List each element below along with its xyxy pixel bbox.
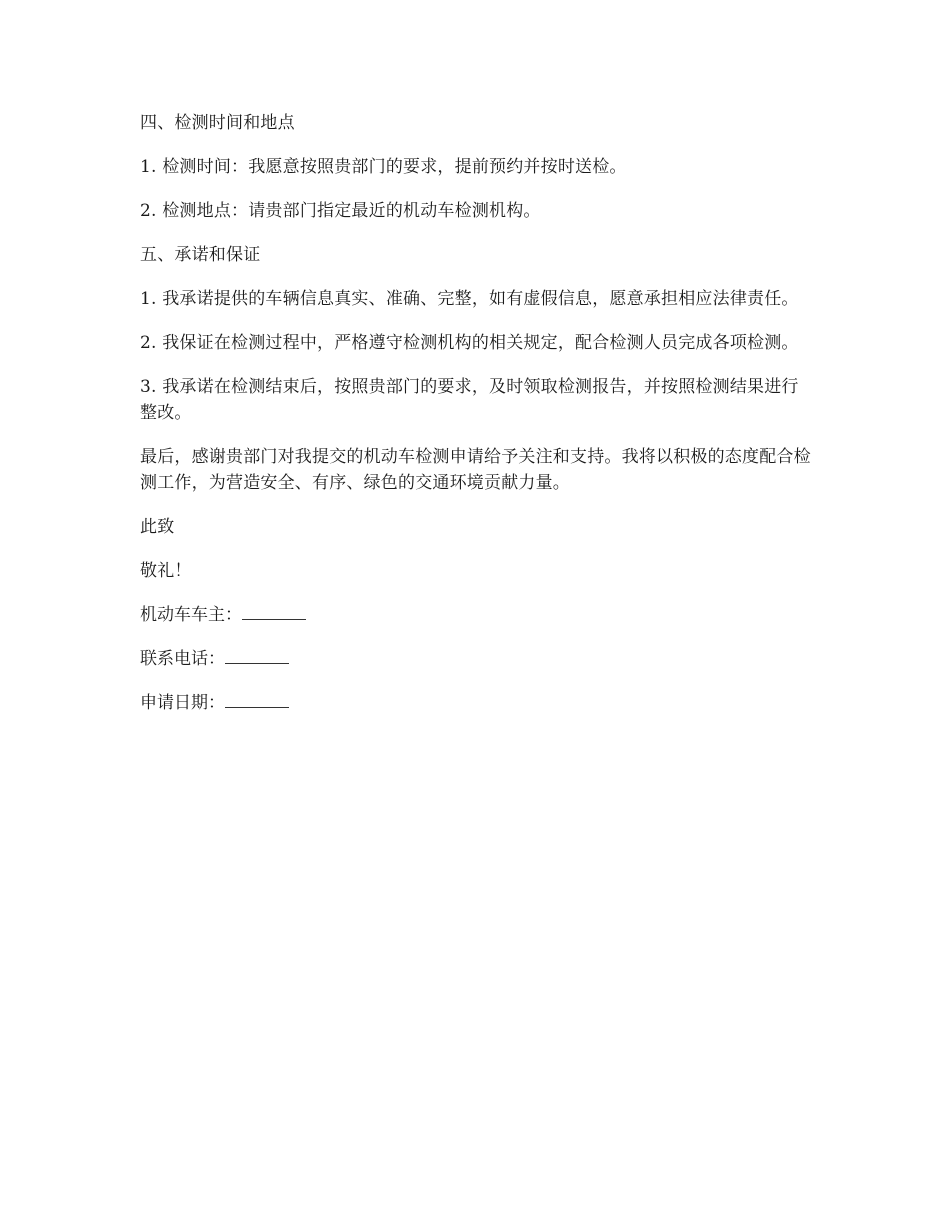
salutation-cizhi: 此致 xyxy=(140,517,175,537)
phone-signature-line xyxy=(140,646,815,672)
promise-item-2: 2. 我保证在检测过程中，严格遵守检测机构的相关规定，配合检测人员完成各项检测。 xyxy=(140,333,799,353)
date-signature-line xyxy=(140,690,815,716)
owner-label: 机动车车主： xyxy=(140,605,242,625)
document-page xyxy=(140,110,815,734)
section-five-title: 五、承诺和保证 xyxy=(140,245,261,265)
owner-blank-field[interactable] xyxy=(242,602,306,620)
date-blank-field[interactable] xyxy=(225,690,289,708)
phone-blank-field[interactable] xyxy=(225,646,289,664)
date-label: 申请日期： xyxy=(140,693,225,713)
promise-item-1: 1. 我承诺提供的车辆信息真实、准确、完整，如有虚假信息，愿意承担相应法律责任。 xyxy=(140,289,799,309)
phone-label: 联系电话： xyxy=(140,649,225,669)
promise-item-3: 3. 我承诺在检测结束后，按照贵部门的要求，及时领取检测报告，并按照检测结果进行整改。 xyxy=(140,377,799,423)
inspection-time-item: 1. 检测时间：我愿意按照贵部门的要求，提前预约并按时送检。 xyxy=(140,157,627,177)
inspection-location-item: 2. 检测地点：请贵部门指定最近的机动车检测机构。 xyxy=(140,201,541,221)
section-four-title: 四、检测时间和地点 xyxy=(140,113,295,133)
salutation-jingli: 敬礼！ xyxy=(140,561,192,581)
closing-paragraph: 最后，感谢贵部门对我提交的机动车检测申请给予关注和支持。我将以积极的态度配合检测工作，为营造安全、有序、绿色的交通环境贡献力量。 xyxy=(140,447,811,493)
owner-signature-line xyxy=(140,602,815,628)
